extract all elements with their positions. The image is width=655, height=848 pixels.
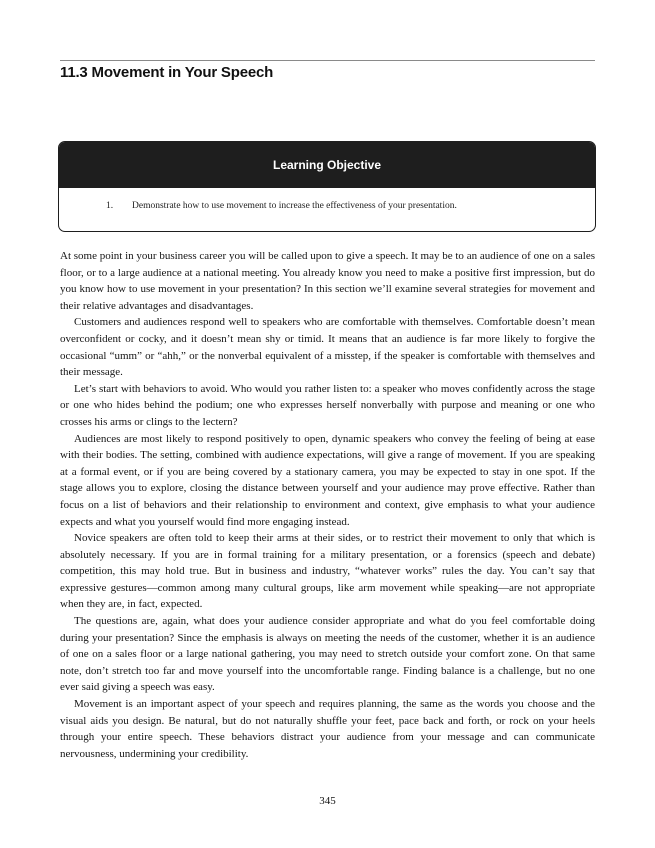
learning-objective-list [59,188,595,211]
paragraph: Movement is an important aspect of your speech and requires planning, the same as the words you choose and the visual aids you design. Be natural, but do not naturally shuffle your feet, pace back and forth, or rock on your heels through your entire speech. These behaviors distract your audience from your message and can communicate nervousness, undermining your credibility. [60,698,595,760]
paragraph: The questions are, again, what does your audience consider appropriate and what do you feel comfortable doing during your presentation? Since the emphasis is always on meeting the needs of the customer, whether it is an audience of one on a sales floor or a large national gathering, you may need to stretch outside your comfort zone. On that same note, don’t stretch too far and move yourself into the uncomfortable range. Finding balance is a challenge, but no one ever said giving a speech was easy. [60,615,595,694]
paragraph: Novice speakers are often told to keep their arms at their sides, or to restrict their movement to only that which is absolutely necessary. If you are in formal training for a military presentation, or a forensics (speech and debate) competition, this may hold true. But in business and industry, “whatever works” rules the day. You can’t say that expressive gestures—common among many cultural groups, like arm movement while speaking—are not appropriate when they are, in fact, expected. [60,532,595,611]
header-rule [60,60,595,61]
paragraph: Let’s start with behaviors to avoid. Who would you rather listen to: a speaker who moves confidently across the stage or one who hides behind the podium; one who expresses herself nonverbally with purpose and meaning or one who crosses his arms or clings to the lectern? [60,382,595,428]
page-number: 345 [319,795,336,807]
paragraph: Audiences are most likely to respond positively to open, dynamic speakers who convey the feeling of being at ease with their bodies. The setting, combined with audience expectations, will give a range of movement. If you are speaking at a formal event, or if you are being covered by a stationary camera, you may be expected to stay in one spot. If the stage allows you to explore, closing the distance between yourself and your audience may prove effective. Rather than focus on a list of behaviors and their relationship to environment and context, give emphasis to what your audience expects and what you yourself would find more engaging instead. [60,432,595,528]
learning-objective-text: Demonstrate how to use movement to increase the effectiveness of your presentation. [132,201,457,211]
learning-objective-item [59,188,595,211]
paragraph: At some point in your business career you will be called upon to give a speech. It may be to an audience of one on a sales floor, or to a large audience at a national meeting. You already know you need to make a positive first impression, but do you know how to use movement in your presentation? In this section we’ll examine several strategies for movement and their relative advantages and disadvantages. [60,250,595,312]
body-text [60,248,595,762]
paragraph: Customers and audiences respond well to speakers who are comfortable with themselves. Comfortable doesn’t mean overconfident or cocky, and it doesn’t mean shy or timid. It means that an audience is far more likely to forgive the occasional “umm” or “ahh,” or the nonverbal equivalent of a misstep, if the speaker is comfortable with themselves and their message. [60,316,595,379]
section-title: 11.3 Movement in Your Speech [60,64,274,81]
learning-objective-number: 1. [106,201,114,211]
learning-objective-box [58,141,596,232]
learning-objective-heading: Learning Objective [59,142,595,188]
